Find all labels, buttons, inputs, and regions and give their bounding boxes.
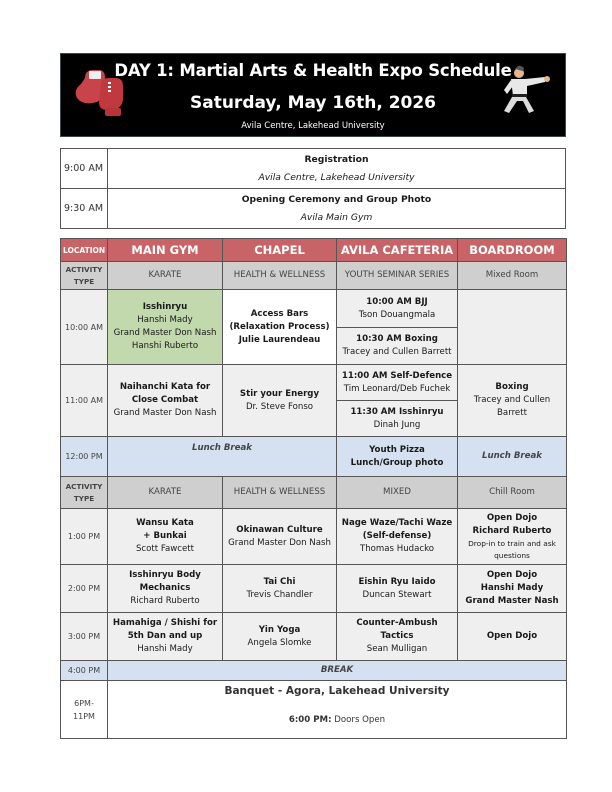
session-title: 5th Dan and up [127,631,203,641]
activity-type-label [61,477,108,509]
event-cell [108,149,566,189]
location-header-row [61,239,567,262]
lunch-break-cell [458,437,567,477]
session-title: Mechanics [139,583,191,593]
session-title: Access Bars [250,308,309,319]
banquet-detail [110,714,564,727]
session-title: Open Dojo [486,631,538,641]
session-person: Tracey and Cullen [473,395,551,405]
session-title: Eishin Ryu Iaido [358,576,436,587]
session-person: Tson Douangmala [358,309,436,320]
session-person: Duncan Stewart [362,589,432,600]
session-title: 10:00 AM BJJ [366,296,428,307]
session-title: Naihanchi Kata for [119,382,211,392]
session-cell [337,565,458,613]
session-person: Hanshi Mady [137,644,193,654]
session-cell [223,365,337,437]
session-cell [458,613,567,661]
event-date: Saturday, May 16th, 2026 [189,93,437,113]
session-cell [223,565,337,613]
session-title: Stir your Energy [239,388,320,399]
activity-type-row-pm [61,477,567,509]
banquet-detail-text: Doors Open [331,715,386,725]
time-end: 11PM [73,711,95,721]
session-title: Okinawan Culture [236,524,323,535]
event-cell [108,189,566,229]
break-cell [108,661,567,681]
lunch-break-cell [108,437,337,477]
table-row [61,149,566,189]
location-label: LOCATION [61,239,108,262]
table-row-banquet [61,681,567,739]
page-title: DAY 1: Martial Arts & Health Expo Schedule [114,61,512,80]
session-slot [337,290,457,327]
session-person: Grand Master Don Nash [228,537,331,548]
session-title: Youth Pizza [369,444,425,455]
event-title: Registration [304,153,369,165]
banquet-cell [108,681,567,739]
youth-pizza-cell [337,437,458,477]
activity-type: HEALTH & WELLNESS [223,477,337,509]
session-title: Nage Waze/Tachi Waze [341,518,453,528]
session-title: Isshinryu [142,302,188,312]
session-title: Isshinryu Body [129,570,201,580]
session-cell [458,565,567,613]
karate-fighter-icon [497,63,553,118]
session-title: Open Dojo [486,512,538,523]
session-cell [458,509,567,565]
time-cell: 2:00 PM [61,565,108,613]
session-slot [337,400,457,436]
activity-label-line: TYPE [73,493,95,503]
session-person: Dinah Jung [373,419,421,430]
session-cell-empty [458,290,567,365]
session-person: Julie Laurendeau [238,334,321,345]
activity-label-line: ACTIVITY [65,481,103,491]
lunch-break-label: Lunch Break [191,443,253,453]
activity-type: KARATE [108,262,223,290]
session-title: Close Combat [131,395,199,405]
session-cell [108,365,223,437]
time-cell: 11:00 AM [61,365,108,437]
session-cell [337,509,458,565]
session-person: Sean Mulligan [366,644,428,654]
break-label: BREAK [320,665,354,675]
time-cell: 3:00 PM [61,613,108,661]
table-row-2pm [61,565,567,613]
banquet-title: Banquet - Agora, Lakehead University [224,685,450,697]
time-cell: 12:00 PM [61,437,108,477]
session-title: 11:30 AM Isshinryu [350,406,444,417]
title-banner [60,53,566,137]
session-cell [108,613,223,661]
session-title: Wansu Kata [136,518,194,528]
session-title: + Bunkai [143,531,187,541]
session-cell-split [337,365,458,437]
session-person: Barrett [497,408,527,418]
session-person: Grand Master Don Nash [113,408,217,418]
session-cell [223,509,337,565]
session-slot [337,365,457,400]
activity-label-line: TYPE [73,276,95,286]
session-person: Trevis Chandler [246,589,313,600]
activity-type: Mixed Room [458,262,567,290]
session-cell [223,613,337,661]
session-title: Open Dojo [486,570,538,580]
session-note: Drop-in to train and ask questions [468,538,556,560]
table-row-11am [61,365,567,437]
session-person: Hanshi Mady [137,315,193,325]
lunch-break-label: Lunch Break [481,451,543,461]
banquet-detail-time: 6:00 PM: [288,715,332,725]
session-person: Richard Ruberto [130,596,200,606]
session-cell-split [337,290,458,365]
activity-type: YOUTH SEMINAR SERIES [337,262,458,290]
session-person: Hanshi Mady [480,583,544,593]
session-person: Richard Ruberto [472,525,552,536]
schedule-table [60,238,567,739]
activity-type: KARATE [108,477,223,509]
table-row-10am [61,290,567,365]
activity-label-line: ACTIVITY [65,264,103,274]
session-cell [108,565,223,613]
event-title: Opening Ceremony and Group Photo [241,193,432,205]
activity-type: Chill Room [458,477,567,509]
activity-type-label [61,262,108,290]
session-title: Counter-Ambush Tactics [356,618,438,641]
time-cell: 10:00 AM [61,290,108,365]
session-title: Yin Yoga [258,624,301,635]
table-row-12pm [61,437,567,477]
time-start: 6PM- [74,698,94,708]
session-cell [337,613,458,661]
session-person: Tracey and Cullen Barrett [342,347,452,357]
session-title: (Relaxation Process) [229,321,330,332]
session-cell [108,290,223,365]
event-location: Avila Main Gym [300,211,373,223]
column-main-gym: MAIN GYM [108,239,223,262]
time-cell [61,681,108,739]
table-row-4pm [61,661,567,681]
session-person: Hanshi Ruberto [131,341,199,351]
session-person: Grand Master Don Nash [113,328,217,338]
table-row [61,189,566,229]
column-avila-cafeteria: AVILA CAFETERIA [337,239,458,262]
session-title: Hamahiga / Shishi for [112,618,218,628]
session-person: Grand Master Nash [465,596,559,606]
activity-type: MIXED [337,477,458,509]
session-title: (Self-defense) [362,531,432,541]
time-cell: 1:00 PM [61,509,108,565]
column-boardroom: BOARDROOM [458,239,567,262]
event-time: 9:30 AM [61,189,108,229]
session-person: Dr. Steve Fonso [245,401,314,412]
activity-type: HEALTH & WELLNESS [223,262,337,290]
activity-type-row [61,262,567,290]
session-cell [108,509,223,565]
event-time: 9:00 AM [61,149,108,189]
time-cell: 4:00 PM [61,661,108,681]
session-title: Lunch/Group photo [350,457,444,468]
table-row-1pm [61,509,567,565]
session-person: Thomas Hudacko [359,544,435,554]
session-title: 11:00 AM Self-Defence [341,370,453,381]
event-venue: Avila Centre, Lakehead University [241,121,385,131]
table-row-3pm [61,613,567,661]
column-chapel: CHAPEL [223,239,337,262]
opening-events-table [60,148,566,229]
session-person: Scott Fawcett [135,544,195,554]
session-person: Angela Slomke [247,637,312,648]
session-title: Tai Chi [263,576,296,587]
session-slot [337,327,457,364]
session-cell [458,365,567,437]
session-title: Boxing [495,382,529,392]
session-cell [223,290,337,365]
event-location: Avila Centre, Lakehead University [258,171,415,183]
session-person: Tim Leonard/Deb Fuchek [343,383,451,394]
session-title: 10:30 AM Boxing [356,334,438,344]
